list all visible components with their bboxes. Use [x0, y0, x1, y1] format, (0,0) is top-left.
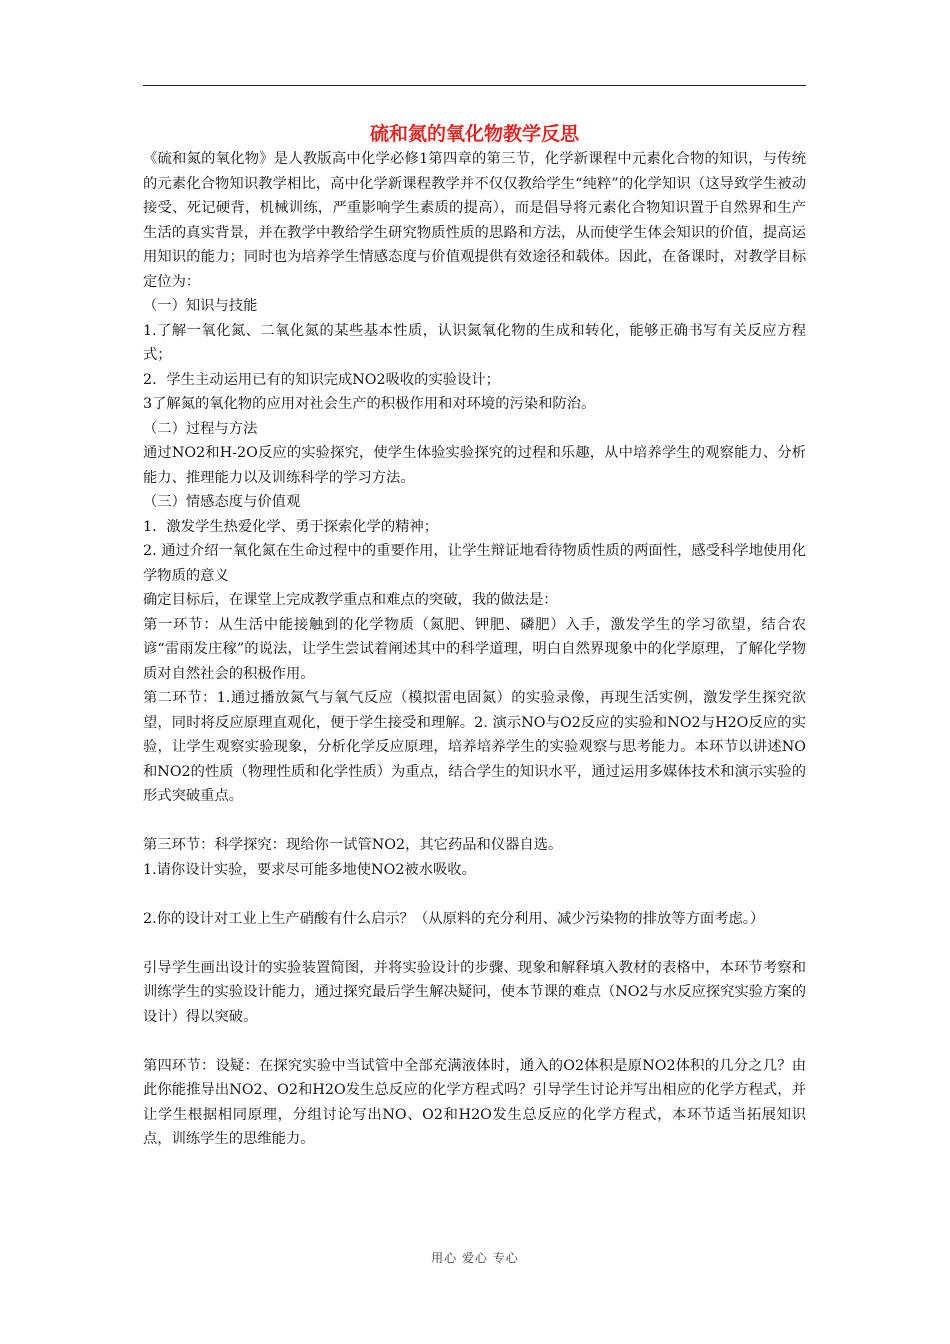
paragraph-step-3: 第三环节：科学探究：现给你一试管NO2，其它药品和仪器自选。 — [143, 837, 563, 853]
blank-line — [143, 1029, 806, 1054]
blank-line — [143, 931, 806, 956]
blank-line — [143, 809, 806, 834]
paragraph-step-1: 第一环节：从生活中能接触到的化学物质（氮肥、钾肥、磷肥）入手，激发学生的学习欲望，结合农谚“雷雨发庄稼”的说法，让学生尝试着阐述其中的科学道理，明白自然界现象中的化学原理，了解化学物质对自然社会的积极作用。 — [143, 616, 806, 682]
list-item: 2．学生主动运用已有的知识完成NO2吸收的实验设计； — [143, 371, 500, 388]
section-heading-process: （二）过程与方法 — [143, 420, 258, 437]
header-rule — [143, 85, 806, 86]
section-heading-attitude: （三）情感态度与价值观 — [143, 494, 301, 510]
document-body — [143, 147, 806, 1152]
list-item: 1.了解一氧化氮、二氧化氮的某些基本性质，认识氮氧化物的生成和转化，能够正确书写有关反应方程式； — [143, 322, 806, 363]
paragraph: 引导学生画出设计的实验装置简图，并将实验设计的步骤、现象和解释填入教材的表格中，本环节考察和训练学生的实验设计能力，通过探究最后学生解决疑问，使本节课的难点（NO2与水反应探究实验方案的设计）得以突破。 — [143, 959, 806, 1025]
list-item: 1.请你设计实验，要求尽可能多地使NO2被水吸收。 — [143, 861, 476, 878]
list-item: 2.你的设计对工业上生产硝酸有什么启示？（从原料的充分利用、减少污染物的排放等方面考虑。） — [143, 910, 765, 927]
paragraph: 通过NO2和H-2O反应的实验探究，使学生体验实验探究的过程和乐趣，从中培养学生的观察能力、分析能力、推理能力以及训练科学的学习方法。 — [143, 445, 806, 486]
paragraph: 确定目标后，在课堂上完成教学重点和难点的突破，我的做法是： — [143, 592, 558, 608]
list-item: 1．激发学生热爱化学、勇于探索化学的精神； — [143, 518, 439, 535]
paragraph-step-2: 第二环节：1.通过播放氮气与氧气反应（模拟雷电固氮）的实验录像，再现生活实例，激发学生探究欲望，同时将反应原理直观化，便于学生接受和理解。2. 演示NO与O2反应的实验和NO2与H2O反应的实验，让学生观察实验现象，分析化学反应原理，培养培养学生的实验观察与思考能力。本环节以讲述NO和NO2的性质（物理性质和化学性质）为重点，结合学生的知识水平，通过运用多媒体技术和演示实验的形式突破重点。 — [143, 690, 806, 804]
paragraph-step-4: 第四环节：设疑：在探究实验中当试管中全部充满液体时，通入的O2体积是原NO2体积的几分之几？由此你能推导出NO2、O2和H2O发生总反应的化学方程式吗？引导学生讨论并写出相应的化学方程式，并让学生根据相同原理，分组讨论写出NO、O2和H2O发生总反应的化学方程式，本环节适当拓展知识点，训练学生的思维能力。 — [143, 1057, 806, 1147]
page-footer: 用心 爱心 专心 — [431, 1251, 519, 1265]
section-heading-knowledge: （一）知识与技能 — [143, 298, 258, 314]
paragraph-intro: 《硫和氮的氧化物》是人教版高中化学必修1第四章的第三节，化学新课程中元素化合物的知识，与传统的元素化合物知识教学相比，高中化学新课程教学并不仅仅教给学生“纯粹”的化学知识（这导致学生被动接受、死记硬背，机械训练，严重影响学生素质的提高），而是倡导将元素化合物知识置于自然界和生产生活的真实背景，并在教学中教给学生研究物质性质的思路和方法，从而使学生体会知识的价值，提高运用知识的能力；同时也为培养学生情感态度与价值观提供有效途径和载体。因此，在备课时，对教学目标定位为： — [143, 151, 806, 290]
list-item: 3了解氮的氧化物的应用对社会生产的积极作用和对环境的污染和防治。 — [143, 396, 596, 412]
blank-line — [143, 882, 806, 907]
list-item: 2. 通过介绍一氧化氮在生命过程中的重要作用，让学生辩证地看待物质性质的两面性，感受科学地使用化学物质的意义 — [143, 543, 806, 584]
page-title: 硫和氮的氧化物教学反思 — [369, 123, 579, 145]
